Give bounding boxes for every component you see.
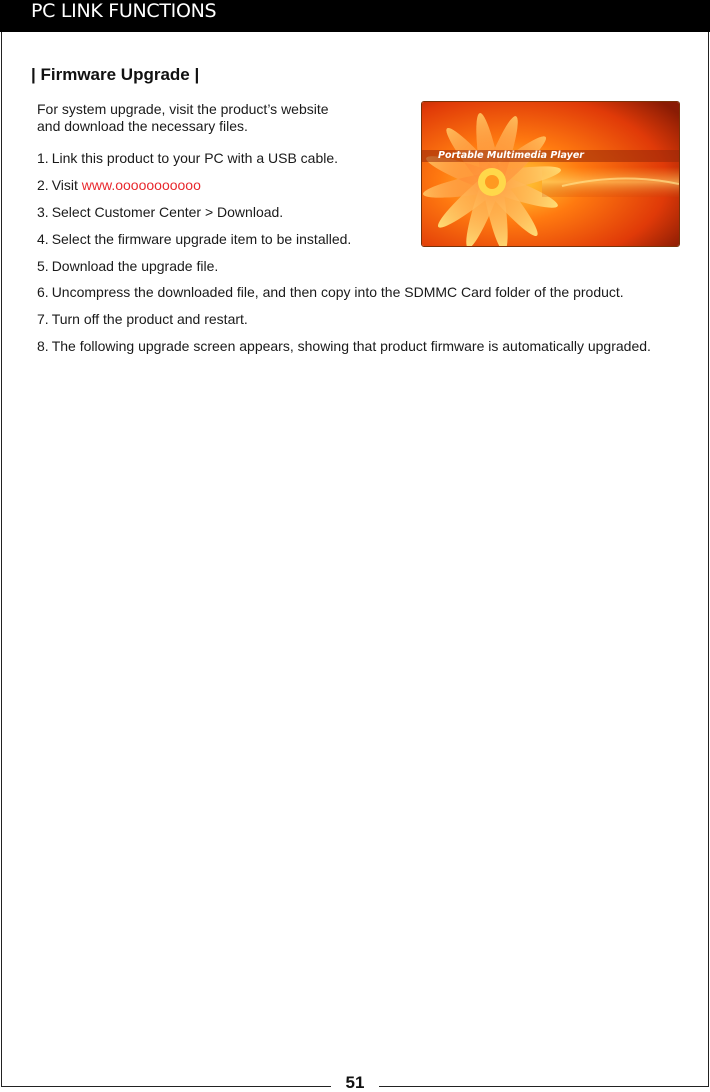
intro-line-1: For system upgrade, visit the product’s website [37, 101, 329, 117]
step-text: Select the firmware upgrade item to be installed. [51, 230, 352, 247]
intro-text [37, 101, 367, 135]
step-number: 6. [37, 284, 49, 301]
screen-label: Portable Multimedia Player [422, 150, 679, 162]
page-number: 51 [331, 1074, 379, 1091]
step-number: 8. [37, 338, 49, 355]
header-bar [0, 0, 710, 32]
step-number: 1. [37, 150, 49, 166]
step-number: 4. [37, 230, 49, 247]
section-title: | Firmware Upgrade | [31, 65, 200, 84]
step-text: Select Customer Center > Download. [51, 203, 284, 220]
step-text: Turn off the product and restart. [51, 311, 248, 328]
step-text: The following upgrade screen appears, showing that product firmware is automatically upgraded. [51, 338, 651, 355]
step-text: Uncompress the downloaded file, and then copy into the SDMMC Card folder of the product. [51, 284, 624, 301]
step-8 [37, 336, 651, 363]
step-7 [37, 309, 651, 336]
footer [0, 1074, 710, 1091]
step-6 [37, 282, 651, 309]
step-number: 2. [37, 176, 49, 193]
step-5 [37, 256, 651, 283]
step-number: 3. [37, 203, 49, 220]
step-text: Download the upgrade file. [51, 257, 219, 274]
step-text: Link this product to your PC with a USB cable. [51, 150, 339, 166]
step-text: Visit [51, 176, 82, 193]
step-number: 7. [37, 311, 49, 328]
upgrade-screen-image [421, 101, 680, 247]
step-number: 5. [37, 257, 49, 274]
header-title: PC LINK FUNCTIONS [31, 0, 217, 22]
flower-background [422, 102, 679, 246]
website-link[interactable]: www.ooooooooooo [81, 176, 201, 193]
intro-line-2: and download the necessary files. [37, 118, 248, 134]
